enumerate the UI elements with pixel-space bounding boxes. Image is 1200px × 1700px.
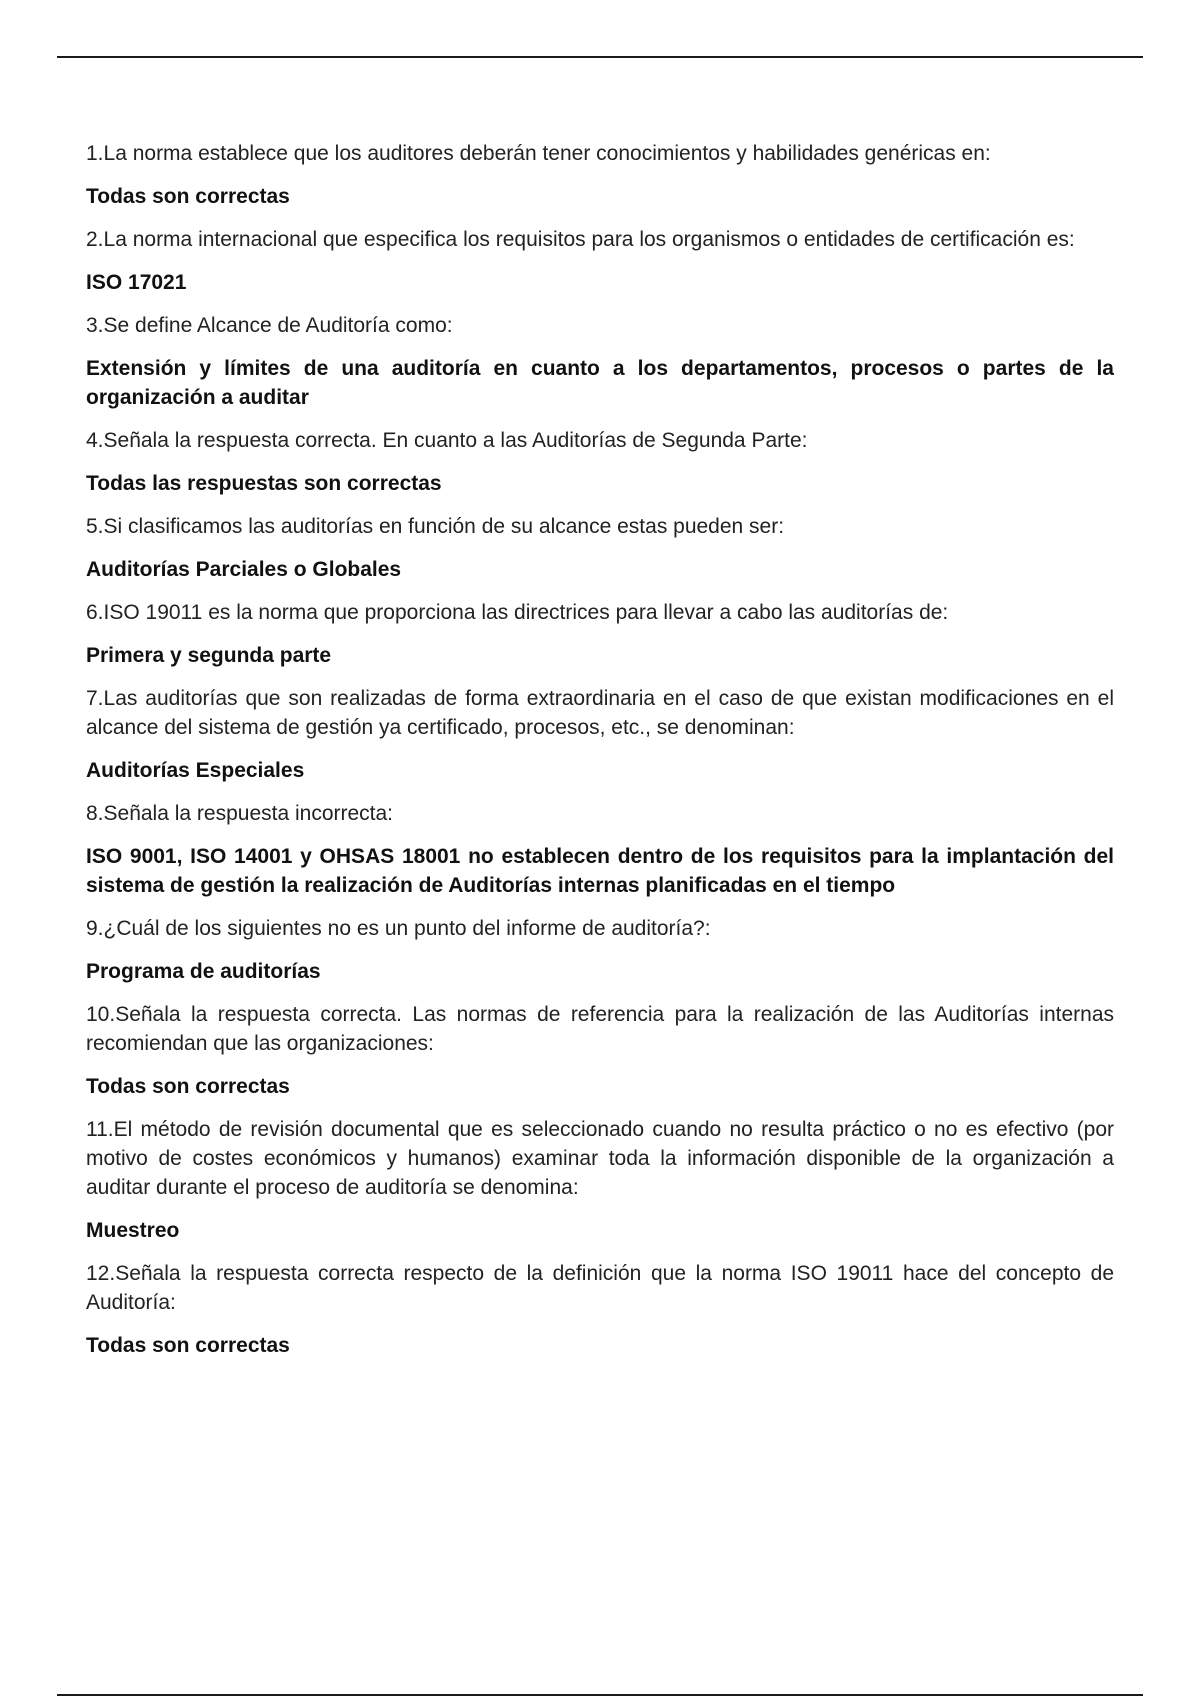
question-text: 1.La norma establece que los auditores deberán tener conocimientos y habilidades genéricas en:	[86, 142, 991, 165]
question-text: 2.La norma internacional que especifica los requisitos para los organismos o entidades de certificación es:	[86, 228, 1075, 251]
answer-text: Todas son correctas	[86, 1334, 290, 1357]
qa-item-9	[86, 914, 1114, 986]
qa-item-10	[86, 1000, 1114, 1101]
question-text: 3.Se define Alcance de Auditoría como:	[86, 314, 453, 337]
question-text: 7.Las auditorías que son realizadas de forma extraordinaria en el caso de que existan modificaciones en el alcance del sistema de gestión ya certificado, procesos, etc., se denominan:	[86, 687, 1114, 739]
qa-item-3	[86, 311, 1114, 412]
question-text: 6.ISO 19011 es la norma que proporciona las directrices para llevar a cabo las auditorías de:	[86, 601, 949, 624]
question-text: 12.Señala la respuesta correcta respecto de la definición que la norma ISO 19011 hace del concepto de Auditoría:	[86, 1262, 1114, 1314]
answer-text: Todas son correctas	[86, 1075, 290, 1098]
qa-item-4	[86, 426, 1114, 498]
answer-text: Todas son correctas	[86, 185, 290, 208]
answer-text: Primera y segunda parte	[86, 644, 332, 667]
question-text: 9.¿Cuál de los siguientes no es un punto del informe de auditoría?:	[86, 917, 711, 940]
answer-text: Auditorías Parciales o Globales	[86, 558, 402, 581]
qa-item-1	[86, 139, 1114, 211]
question-text: 4.Señala la respuesta correcta. En cuanto a las Auditorías de Segunda Parte:	[86, 429, 808, 452]
qa-item-7	[86, 684, 1114, 785]
header-rule	[57, 56, 1143, 58]
answer-text: ISO 9001, ISO 14001 y OHSAS 18001 no establecen dentro de los requisitos para la implantación del sistema de gestión la realización de Auditorías internas planificadas en el tiempo	[86, 845, 1114, 897]
question-text: 10.Señala la respuesta correcta. Las normas de referencia para la realización de las Auditorías internas recomiendan que las organizaciones:	[86, 1003, 1114, 1055]
answer-text: Extensión y límites de una auditoría en cuanto a los departamentos, procesos o partes de la organización a auditar	[86, 357, 1114, 409]
answer-text: Todas las respuestas son correctas	[86, 472, 442, 495]
document-body	[86, 139, 1114, 1374]
qa-item-6	[86, 598, 1114, 670]
question-text: 8.Señala la respuesta incorrecta:	[86, 802, 394, 825]
answer-text: Programa de auditorías	[86, 960, 321, 983]
qa-item-11	[86, 1115, 1114, 1245]
qa-item-12	[86, 1259, 1114, 1360]
answer-text: Auditorías Especiales	[86, 759, 305, 782]
qa-item-5	[86, 512, 1114, 584]
question-text: 11.El método de revisión documental que es seleccionado cuando no resulta práctico o no es efectivo (por motivo de costes económicos y humanos) examinar toda la información disponible de la organización a auditar durante el proceso de auditoría se denomina:	[86, 1118, 1114, 1199]
answer-text: Muestreo	[86, 1219, 180, 1242]
qa-item-8	[86, 799, 1114, 900]
footer-rule	[57, 1694, 1143, 1696]
question-text: 5.Si clasificamos las auditorías en función de su alcance estas pueden ser:	[86, 515, 785, 538]
answer-text: ISO 17021	[86, 271, 187, 294]
qa-item-2	[86, 225, 1114, 297]
